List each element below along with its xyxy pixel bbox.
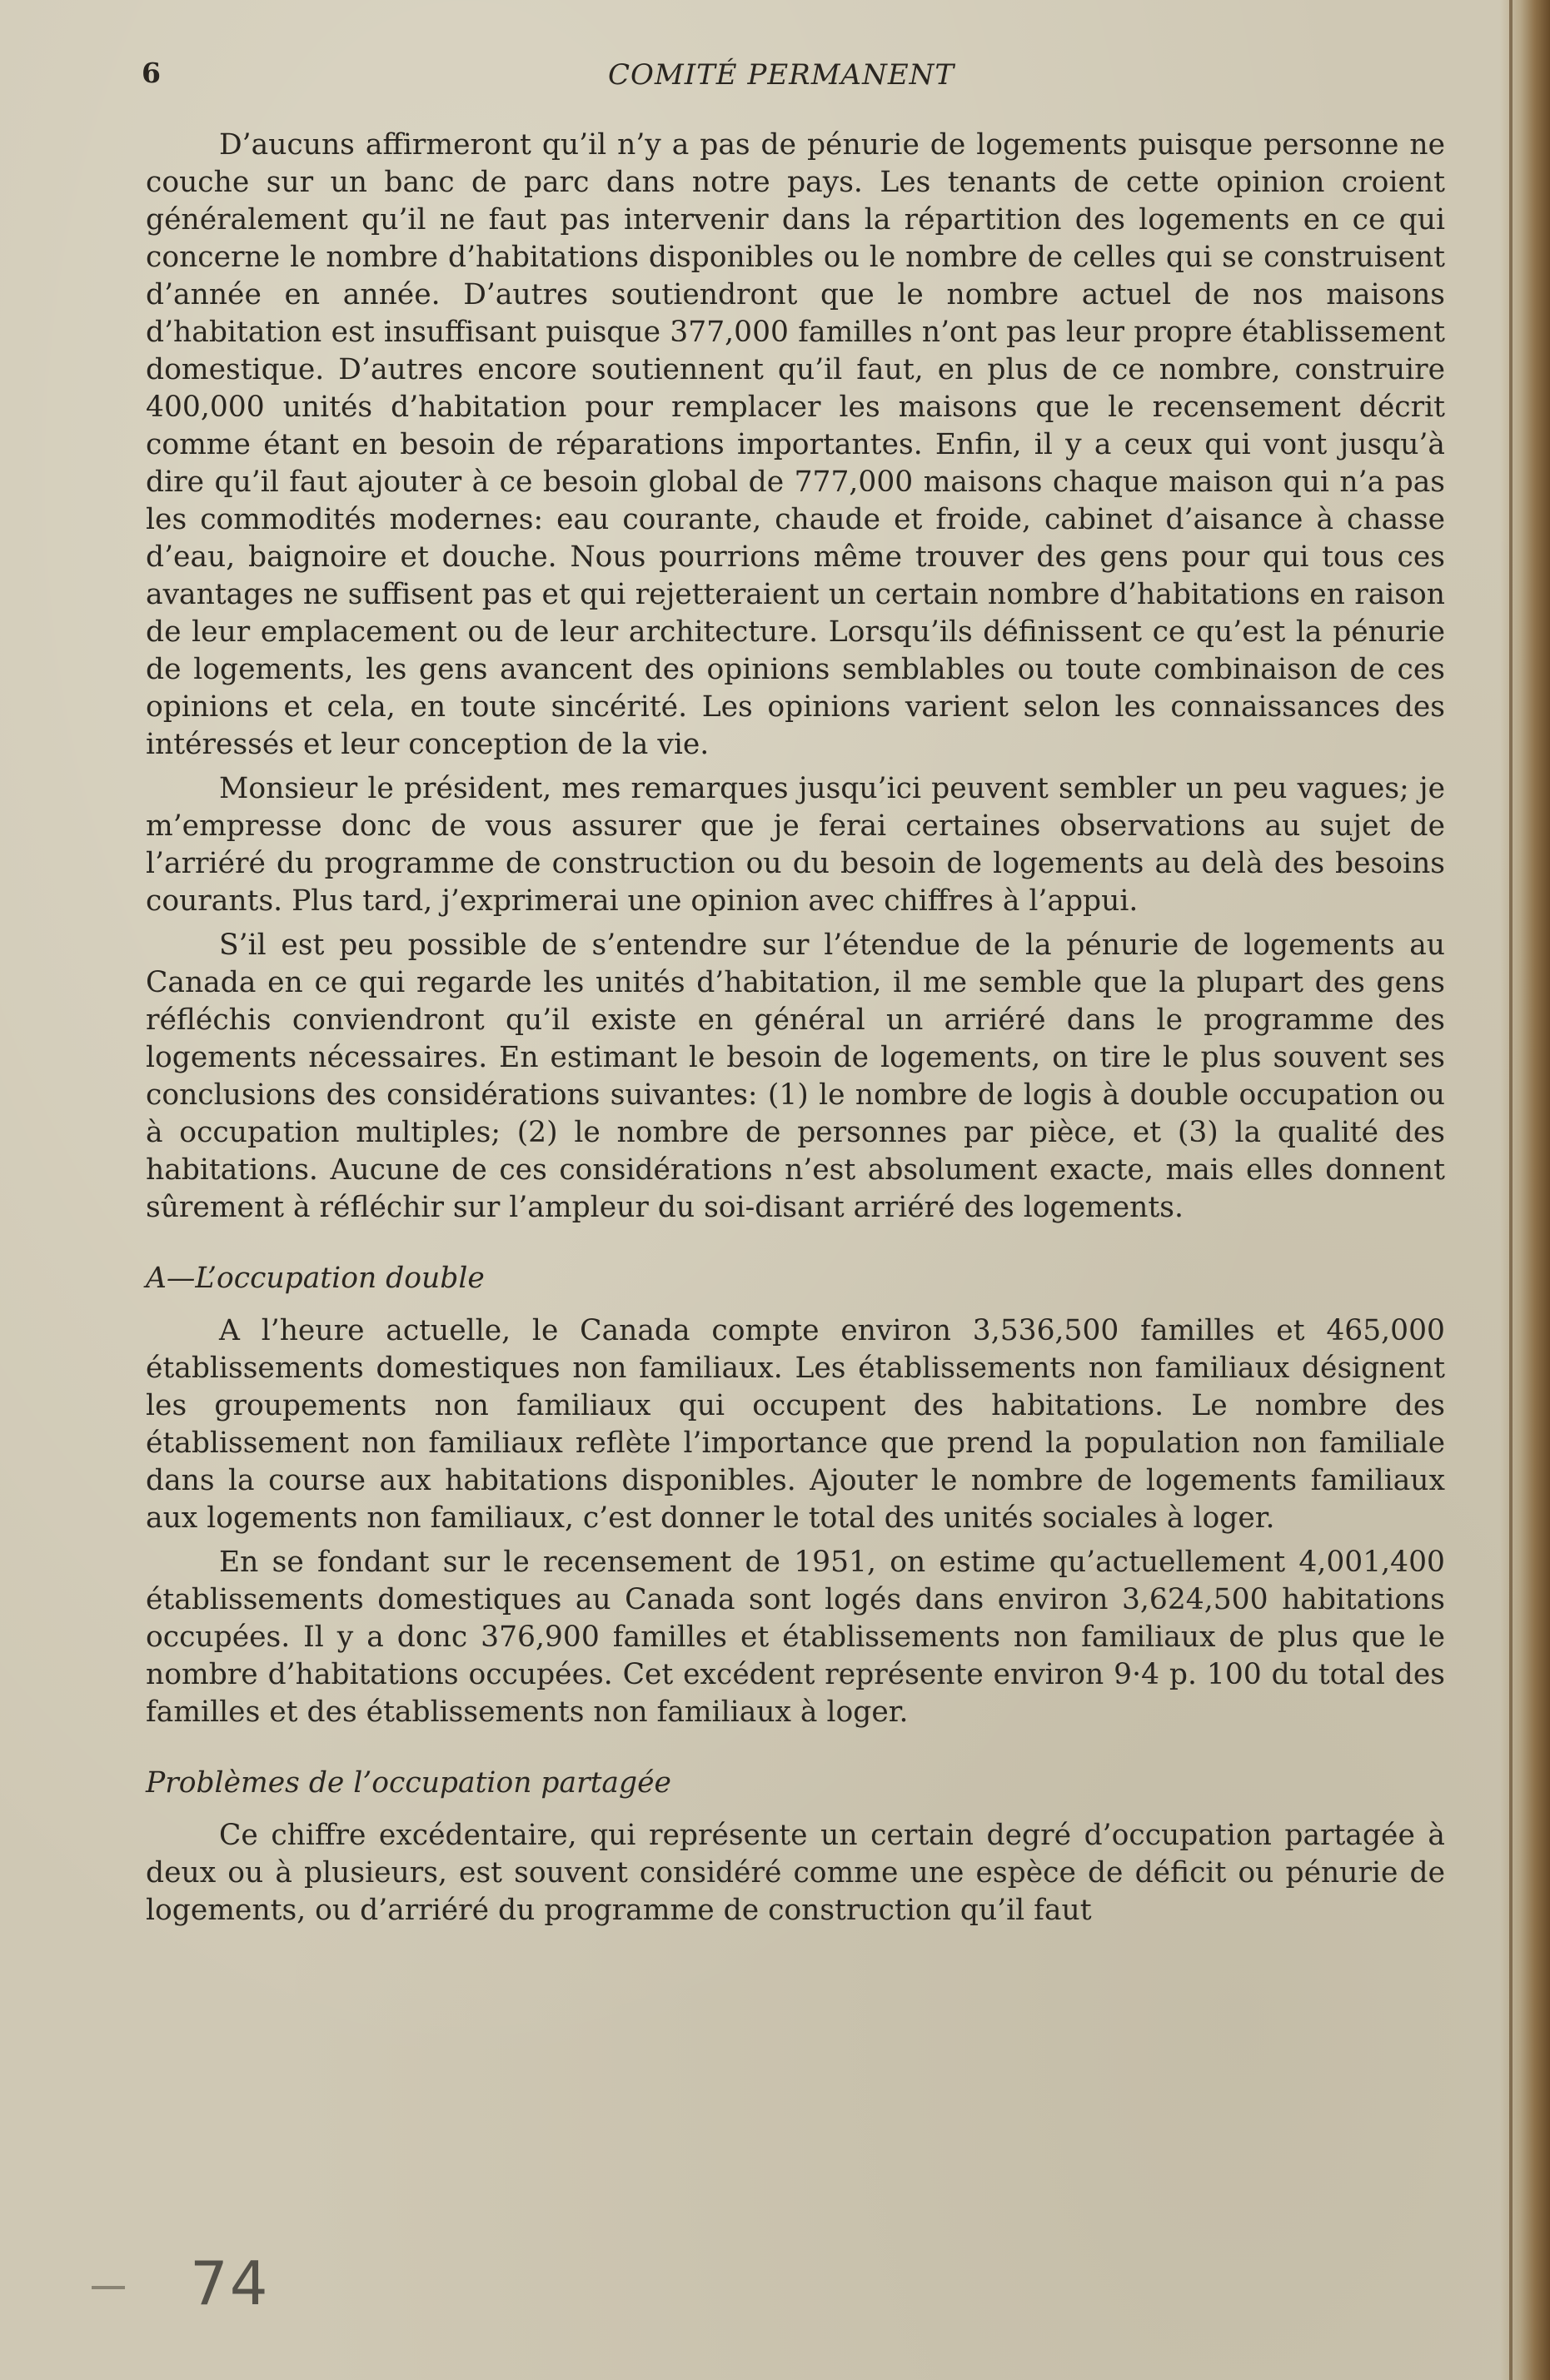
page-edge-line xyxy=(1509,0,1513,2380)
section-heading-occupation-partagee: Problèmes de l’occupation partagée xyxy=(146,1766,671,1800)
section-heading-occupation-double: A—L’occupation double xyxy=(146,1262,485,1295)
page-header xyxy=(142,57,1445,98)
margin-mark xyxy=(92,2286,125,2289)
paragraph: D’aucuns affirmeront qu’il n’y a pas de pénurie de logements puisque personne ne couche sur un banc de parc dans notre pays. Les tenants de cette opinion croient généralement qu’il ne faut pas intervenir dans la répartition des logements en ce qui concerne le nombre d’habitations disponibles ou le nombre de celles qui se construisent d’année en année. D’autres soutiendront que le nombre actuel de nos maisons d’habitation est insuffisant puisque 377,000 familles n’ont pas leur propre établissement domestique. D’autres encore soutiennent qu’il faut, en plus de ce nombre, construire 400,000 unités d’habitation pour remplacer les maisons que le recensement décrit comme étant en besoin de réparations importantes. Enfin, il y a ceux qui vont jusqu’à dire qu’il faut ajouter à ce besoin global de 777,000 maisons chaque maison qui n’a pas les commodités modernes: eau courante, chaude et froide, cabinet d’aisance à chasse d’eau, baignoire et douche. Nous pourrions même trouver des gens pour qui tous ces avantages ne suffisent pas et qui rejetteraient un certain nombre d’habitations en raison de leur emplacement ou de leur architecture. Lorsqu’ils définissent ce qu’est la pénurie de logements, les gens avancent des opinions semblables ou toute combinaison de ces opinions et cela, en toute sincérité. Les opinions varient selon les connaissances des intéressés et leur conception de la vie. xyxy=(146,128,1445,761)
document-body xyxy=(146,127,1445,1936)
paragraph: A l’heure actuelle, le Canada compte environ 3,536,500 familles et 465,000 établissements domestiques non familiaux. Les établissements non familiaux désignent les groupements non familiaux qui occupent des habitations. Le nombre des établissement non familiaux reflète l’importance que prend la population non familiale dans la course aux habitations disponibles. Ajouter le nombre de logements familiaux aux logements non familiaux, c’est donner le total des unités sociales à loger. xyxy=(146,1314,1445,1535)
paragraph: S’il est peu possible de s’entendre sur l’étendue de la pénurie de logements au Canada en ce qui regarde les unités d’habitation, il me semble que la plupart des gens réfléchis conviendront qu’il existe en général un arriéré dans le programme des logements nécessaires. En estimant le besoin de logements, on tire le plus souvent ses conclusions des considérations suivantes: (1) le nombre de logis à double occupation ou à occupation multiples; (2) le nombre de personnes par pièce, et (3) la qualité des habitations. Aucune de ces considérations n’est absolument exacte, mais elles donnent sûrement à réfléchir sur l’ampleur du soi-disant arriéré des logements. xyxy=(146,929,1445,1224)
running-title: COMITÉ PERMANENT xyxy=(608,58,955,92)
page-edge-shadow xyxy=(1500,0,1550,2380)
paragraph: En se fondant sur le recensement de 1951, on estime qu’actuellement 4,001,400 établissements domestiques au Canada sont logés dans environ 3,624,500 habitations occupées. Il y a donc 376,900 familles et établissements non familiaux de plus que le nombre d’habitations occupées. Cet excédent représente environ 9·4 p. 100 du total des familles et des établissements non familiaux à loger. xyxy=(146,1546,1445,1729)
handwritten-folio-number: 74 xyxy=(190,2248,270,2318)
paragraph: Ce chiffre excédentaire, qui représente un certain degré d’occupation partagée à deux ou à plusieurs, est souvent considéré comme une espèce de déficit ou pénurie de logements, ou d’arriéré du programme de construction qu’il faut xyxy=(146,1819,1445,1927)
paragraph: Monsieur le président, mes remarques jusqu’ici peuvent sembler un peu vagues; je m’empresse donc de vous assurer que je ferai certaines observations au sujet de l’arriéré du programme de construction ou du besoin de logements au delà des besoins courants. Plus tard, j’exprimerai une opinion avec chiffres à l’appui. xyxy=(146,772,1445,918)
page-number: 6 xyxy=(142,57,161,89)
